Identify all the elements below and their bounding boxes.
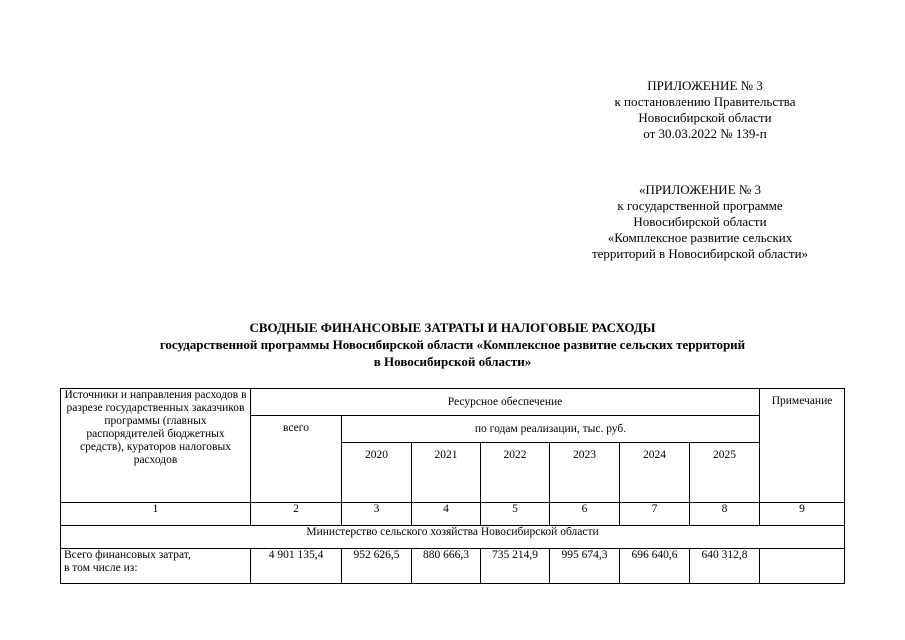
column-number: 6: [550, 503, 620, 526]
cell-year-value: 735 214,9: [481, 549, 550, 584]
header-resources: Ресурсное обеспечение: [251, 389, 760, 416]
row-label-line: в том числе из:: [64, 562, 138, 574]
appendix-block-resolution: [560, 78, 850, 142]
header-year: 2023: [550, 443, 620, 503]
header-total: всего: [251, 416, 342, 503]
appendix-block-program: [540, 182, 860, 262]
expenses-table: [60, 388, 845, 584]
ministry-name: Министерство сельского хозяйства Новосибирской области: [61, 526, 845, 549]
appendix-line: «Комплексное развитие сельских: [607, 230, 793, 245]
cell-year-value: 952 626,5: [342, 549, 412, 584]
column-number-row: [61, 503, 845, 526]
header-year: 2020: [342, 443, 412, 503]
document-subtitle-continued: в Новосибирской области»: [373, 354, 532, 369]
table-row: [61, 549, 845, 584]
cell-note: [760, 549, 845, 584]
header-by-years: по годам реализации, тыс. руб.: [342, 416, 760, 443]
cell-year-value: 640 312,8: [690, 549, 760, 584]
appendix-line: ПРИЛОЖЕНИЕ № 3: [647, 78, 763, 93]
row-label: [61, 549, 251, 584]
header-note: Примечание: [760, 389, 845, 503]
appendix-line: к государственной программе: [617, 198, 783, 213]
ministry-row: [61, 526, 845, 549]
column-number: 7: [620, 503, 690, 526]
cell-year-value: 880 666,3: [412, 549, 481, 584]
column-number: 1: [61, 503, 251, 526]
header-year: 2021: [412, 443, 481, 503]
cell-year-value: 995 674,3: [550, 549, 620, 584]
appendix-line: от 30.03.2022 № 139-п: [643, 126, 767, 141]
column-number: 8: [690, 503, 760, 526]
column-number: 9: [760, 503, 845, 526]
column-number: 3: [342, 503, 412, 526]
column-number: 5: [481, 503, 550, 526]
appendix-line: Новосибирской области: [633, 214, 767, 229]
header-year: 2025: [690, 443, 760, 503]
header-year: 2024: [620, 443, 690, 503]
cell-total: 4 901 135,4: [251, 549, 342, 584]
appendix-line: территорий в Новосибирской области»: [591, 246, 809, 261]
cell-year-value: 696 640,6: [620, 549, 690, 584]
document-title: СВОДНЫЕ ФИНАНСОВЫЕ ЗАТРАТЫ И НАЛОГОВЫЕ РАСХОДЫ: [249, 320, 656, 335]
document-subtitle: государственной программы Новосибирской области «Комплексное развитие сельских территорий: [159, 337, 746, 352]
header-year: 2022: [481, 443, 550, 503]
appendix-line: Новосибирской области: [638, 110, 772, 125]
column-number: 4: [412, 503, 481, 526]
column-number: 2: [251, 503, 342, 526]
row-label-line: Всего финансовых затрат,: [64, 549, 191, 561]
appendix-line: к постановлению Правительства: [614, 94, 796, 109]
header-sources: Источники и направления расходов в разрезе государственных заказчиков программы (главных распорядителей бюджетных средств), кураторов налоговых расходов: [61, 389, 251, 503]
appendix-line: «ПРИЛОЖЕНИЕ № 3: [638, 182, 762, 197]
